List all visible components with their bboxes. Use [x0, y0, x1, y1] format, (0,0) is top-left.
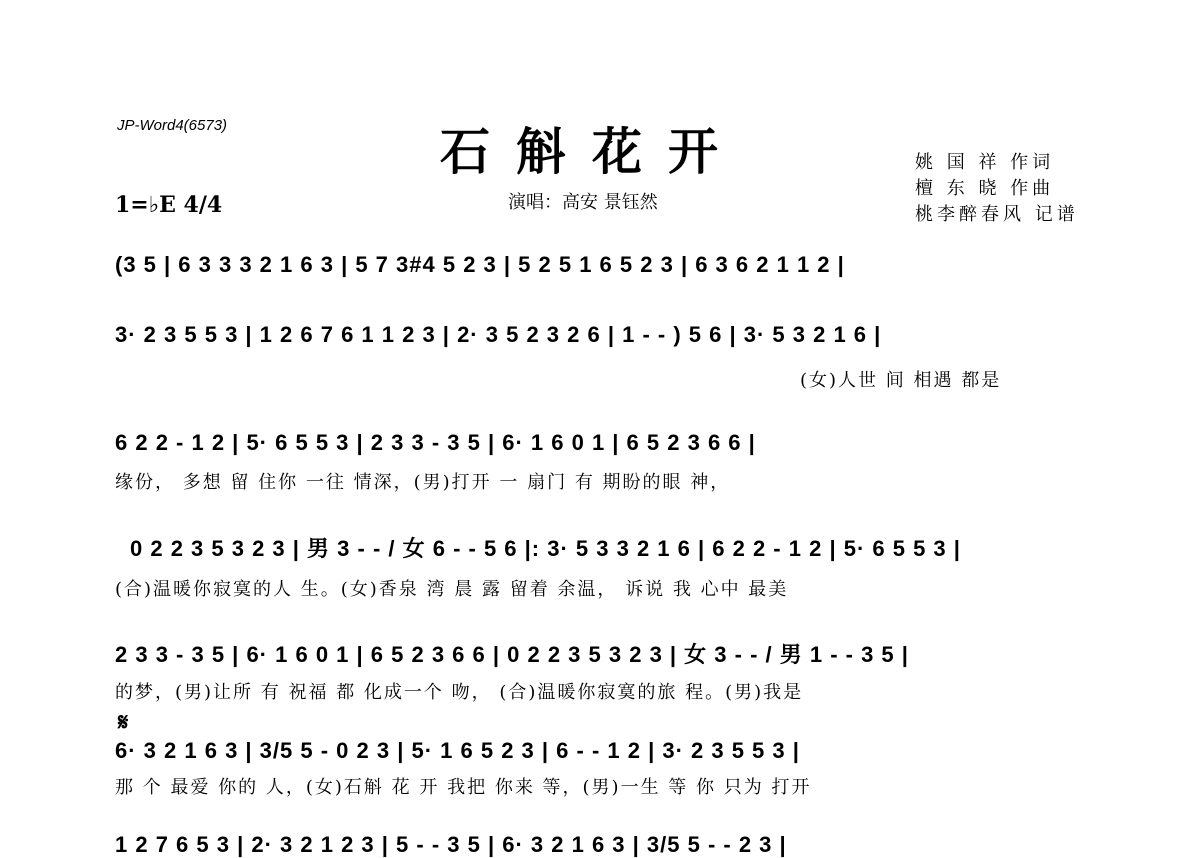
notation-line-1: (3 5 | 6 3 3 3 2 1 6 3 | 5 7 3#4 5 2 3 | 5 2 5 1 6 5 2 3 | 6 3 6 2 1 1 2 |	[115, 252, 845, 277]
notation-line-5: 2 3 3 - 3 5 | 6· 1 6 0 1 | 6 5 2 3 6 6 | 0 2 2 3 5 3 2 3 | 女 3 - - / 男 1 - - 3 5 |	[115, 642, 909, 667]
transcriber-credit: 桃李醉春风 记谱	[915, 204, 1079, 225]
lyrics-line-5: 的梦，(男)让所 有 祝福 都 化成一个 吻， (合)温暖你寂寞的旅 程。(男)我是	[115, 682, 804, 703]
software-label: JP-Word4(6573)	[117, 117, 228, 134]
notation-line-6: 6· 3 2 1 6 3 | 3/5 5 - 0 2 3 | 5· 1 6 5 2 3 | 6 - - 1 2 | 3· 2 3 5 5 3 |	[115, 738, 800, 763]
lyricist-credit: 姚 国 祥 作词	[915, 152, 1055, 173]
lyrics-line-2: (女)人世 间 相遇 都是	[800, 370, 1002, 391]
notation-line-2: 3· 2 3 5 5 3 | 1 2 6 7 6 1 1 2 3 | 2· 3 5 2 3 2 6 | 1 - - ) 5 6 | 3· 5 3 2 1 6 |	[115, 322, 882, 347]
segno-icon: 𝄋	[118, 708, 129, 736]
lyrics-line-3: 缘份， 多想 留 住你 一往 情深，(男)打开 一 扇门 有 期盼的眼 神，	[115, 472, 731, 493]
notation-line-3: 6 2 2 - 1 2 | 5· 6 5 5 3 | 2 3 3 - 3 5 | 6· 1 6 0 1 | 6 5 2 3 6 6 |	[115, 430, 756, 455]
notation-line-7: 1 2 7 6 5 3 | 2· 3 2 1 2 3 | 5 - - 3 5 | 6· 3 2 1 6 3 | 3/5 5 - - 2 3 |	[115, 832, 787, 857]
notation-line-4: 0 2 2 3 5 3 2 3 | 男 3 - - / 女 6 - - 5 6 |: 3· 5 3 3 2 1 6 | 6 2 2 - 1 2 | 5· 6 5 5 3 |	[130, 536, 961, 561]
lyrics-line-6: 那 个 最爱 你的 人，(女)石斛 花 开 我把 你来 等，(男)一生 等 你 只为 打开	[115, 777, 812, 798]
lyrics-line-4: (合)温暖你寂寞的人 生。(女)香泉 湾 晨 露 留着 余温， 诉说 我 心中 最美	[115, 579, 789, 600]
key-signature: 1=♭E 4/4	[115, 192, 223, 218]
singer-credit: 演唱：高安 景钰然	[508, 192, 658, 213]
song-title: 石斛花开	[440, 122, 744, 181]
composer-credit: 檀 东 晓 作曲	[915, 178, 1055, 199]
